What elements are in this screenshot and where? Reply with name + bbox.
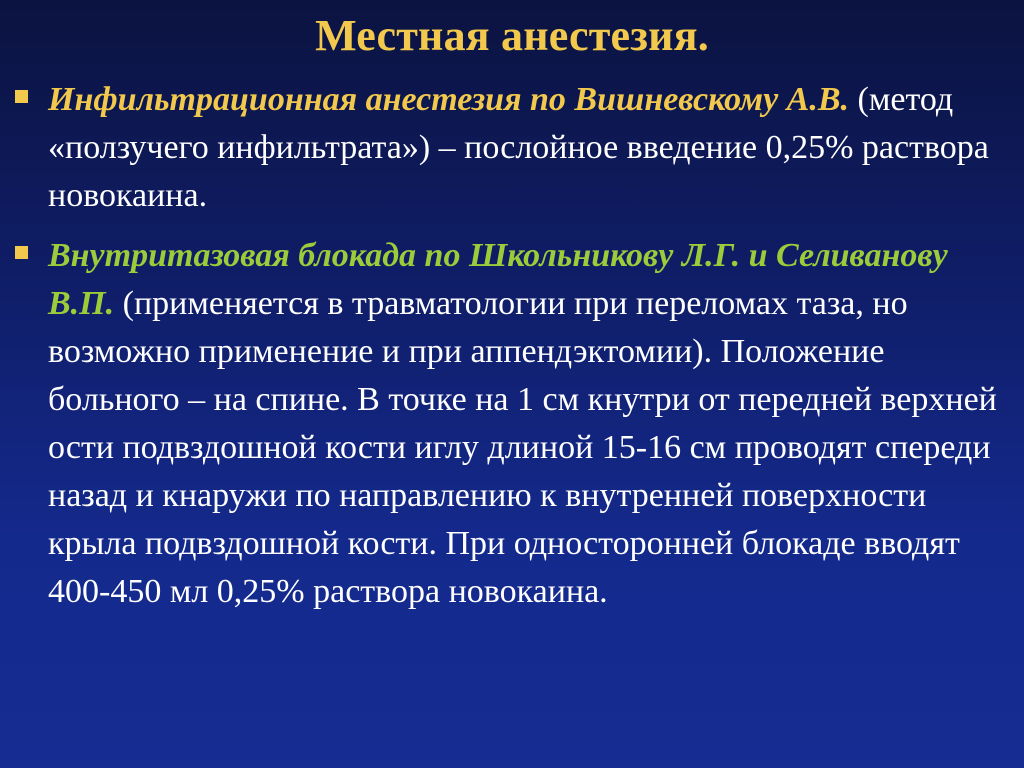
bullet-text-infiltration: (метод «ползучего инфильтрата») – послойное введение 0,25% раствора новокаина. [48, 81, 989, 214]
bullet-list [12, 76, 1012, 616]
bullet-lead-intrapelvic-block: Внутритазовая блокада по Школьникову Л.Г. и Селиванову В.П. [48, 237, 948, 322]
bullet-item-infiltration [12, 76, 1012, 220]
slide-title: Местная анестезия. [315, 11, 709, 60]
bullet-lead-infiltration: Инфильтрационная анестезия по Вишневскому А.В. [48, 81, 850, 118]
bullet-text-intrapelvic-block: (применяется в травматологии при переломах таза, но возможно применение и при аппендэктомии). Положение больного – на спине. В точке на 1 см кнутри от передней верхней ости подвздошной кости иглу длиной 15-16 см проводят спереди назад и кнаружи по направлению к внутренней поверхности крыла подвздошной кости. При односторонней блокаде вводят 400-450 мл 0,25% раствора новокаина. [48, 285, 997, 610]
square-bullet-icon [15, 90, 28, 103]
bullet-item-intrapelvic-block [12, 232, 1012, 616]
square-bullet-icon [15, 246, 28, 259]
